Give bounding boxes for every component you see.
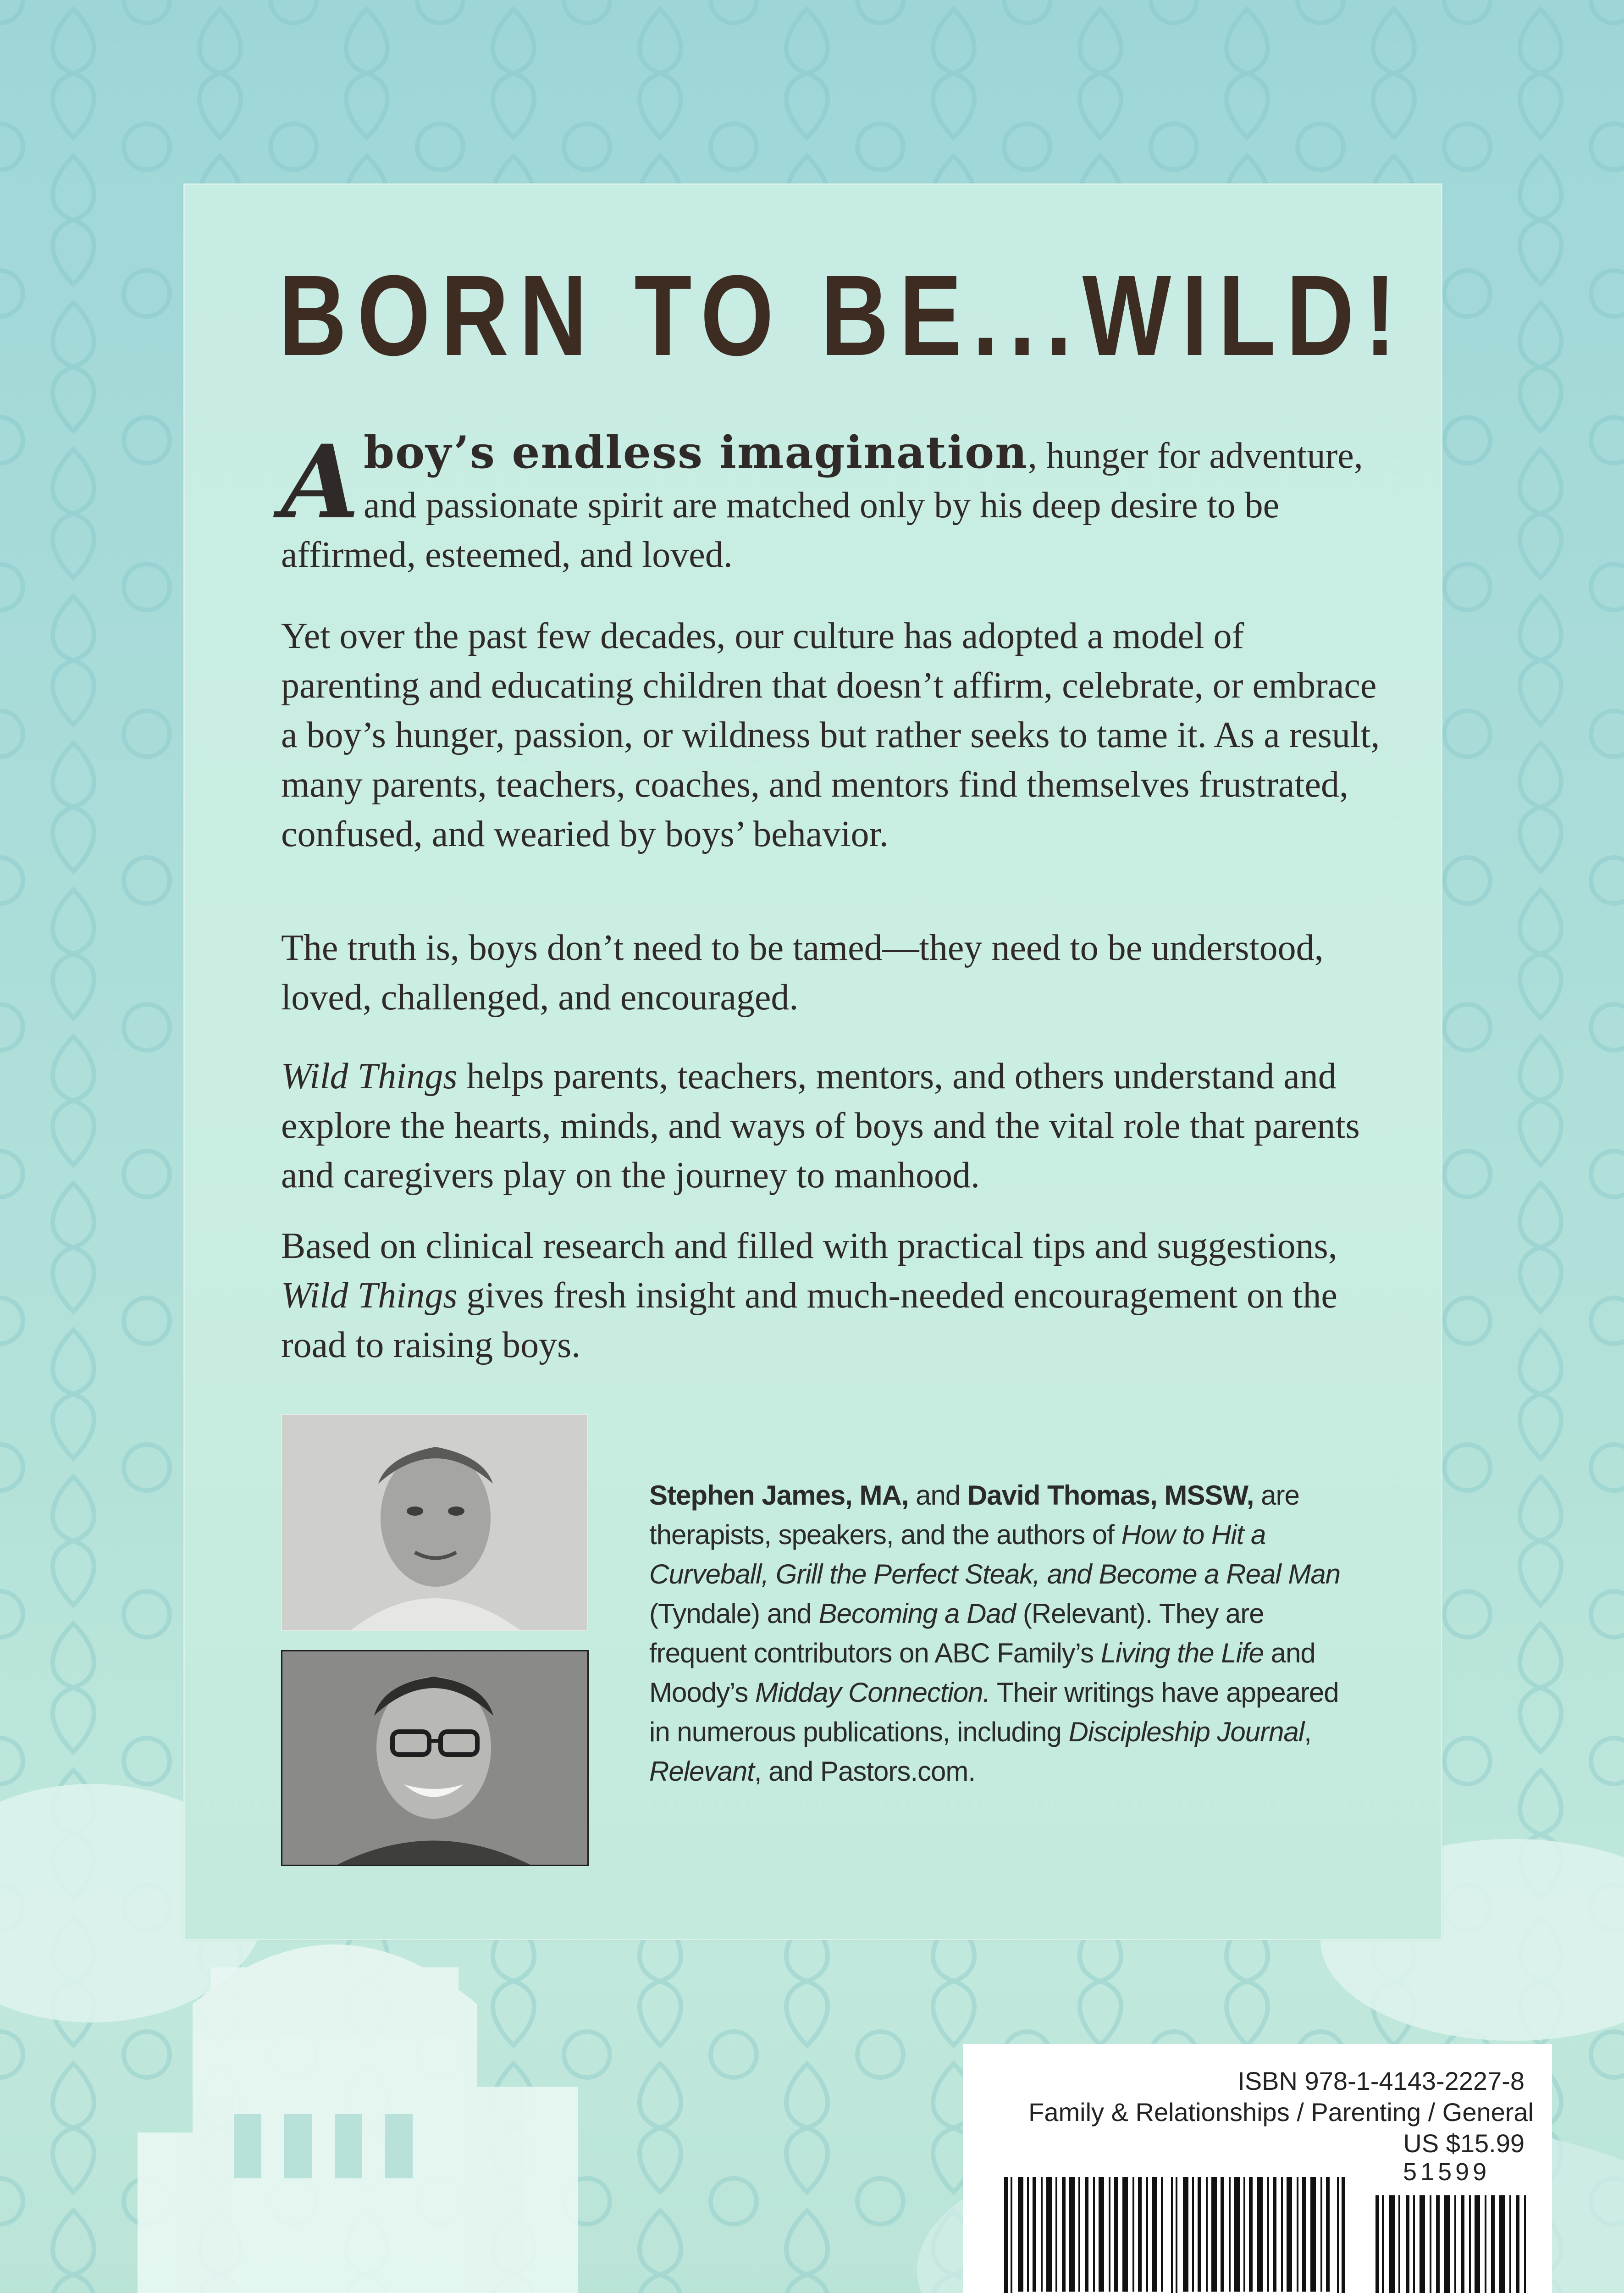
paragraph-3-text: The truth is, boys don’t need to be tamed—they need to be understood, loved, challenged, and encouraged. (281, 928, 1324, 1018)
bio-show-title: Midday Connection. (755, 1677, 990, 1708)
price-code: 51599 (1403, 2158, 1491, 2186)
bio-text: Their writings have appeared in numerous publications, including (649, 1677, 1339, 1747)
author-2-name: David Thomas, MSSW, (967, 1480, 1254, 1511)
paragraph-5 (281, 1221, 1381, 1370)
bio-book-title: How to Hit a Curveball, Grill the Perfect Steak, and Become a Real Man (649, 1519, 1341, 1590)
bio-text: are therapists, speakers, and the authors of (649, 1480, 1299, 1550)
barcode-bars (1004, 2177, 1353, 2293)
drop-cap (281, 422, 364, 541)
author-photo-david-thomas (281, 1650, 589, 1866)
paragraph-4-rest: helps parents, teachers, mentors, and others understand and explore the hearts, minds, and ways of boys and the vital role that parents and caregivers play on the journey to manhood. (281, 1056, 1360, 1196)
price-text: US $15.99 (1403, 2129, 1525, 2158)
author-photo-stephen-james (281, 1414, 588, 1631)
headline: BORN TO BE...WILD! (279, 251, 1407, 379)
bio-text: , (1304, 1717, 1311, 1747)
paragraph-2-text: Yet over the past few decades, our culture has adopted a model of parenting and educating children that doesn’t affirm, celebrate, or embrace a boy’s hunger, passion, or wildness but rather seeks to tame it. As a result, many parents, teachers, coaches, and mentors find themselves frustrated, confused, and wearied by boys’ behavior. (281, 616, 1380, 854)
bio-show-title: Living the Life (1100, 1638, 1264, 1668)
drop-cap-letter: A (281, 422, 359, 541)
bio-text: (Tyndale) and (649, 1598, 819, 1629)
lead-text (281, 428, 1381, 580)
bio-text: and Moody’s (649, 1638, 1315, 1708)
lead-fancy-text: boy’s endless imagination (364, 426, 1028, 478)
bio-text: (Relevant). They are frequent contributors on ABC Family’s (649, 1598, 1264, 1668)
description-panel (183, 183, 1442, 1940)
paragraph-2 (281, 611, 1381, 859)
book-title: Wild Things (281, 1275, 458, 1316)
author-1-name: Stephen James, MA, (649, 1480, 909, 1511)
paragraph-5-end: gives fresh insight and much-needed encouragement on the road to raising boys. (281, 1275, 1337, 1365)
paragraph-4 (281, 1052, 1381, 1200)
author-portrait-2 (282, 1651, 587, 1865)
author-bio (649, 1476, 1355, 1791)
price-addon-bars (1375, 2195, 1531, 2293)
lead-paragraph (281, 422, 1381, 580)
paragraph-5-text (281, 1221, 1381, 1370)
bio-publication: Discipleship Journal (1068, 1717, 1304, 1747)
bio-book-title: Becoming a Dad (818, 1598, 1016, 1629)
category-text: Family & Relationships / Parenting / General (1028, 2098, 1534, 2127)
author-portrait-1 (282, 1415, 587, 1630)
bio-text: , and Pastors.com. (754, 1756, 976, 1787)
barcode-label (963, 2044, 1552, 2293)
bio-connector: and (908, 1480, 967, 1511)
paragraph-4-text (281, 1052, 1381, 1200)
paragraph-5-start: Based on clinical research and filled with practical tips and suggestions, (281, 1226, 1337, 1266)
paragraph-3 (281, 923, 1381, 1022)
bio-publication: Relevant (649, 1756, 754, 1787)
book-title: Wild Things (281, 1056, 458, 1097)
isbn-text: ISBN 978-1-4143-2227-8 (1237, 2066, 1525, 2095)
lead-rest-text: , hunger for adventure, and passionate spirit are matched only by his deep desire to be affirmed, esteemed, and loved. (281, 436, 1363, 575)
